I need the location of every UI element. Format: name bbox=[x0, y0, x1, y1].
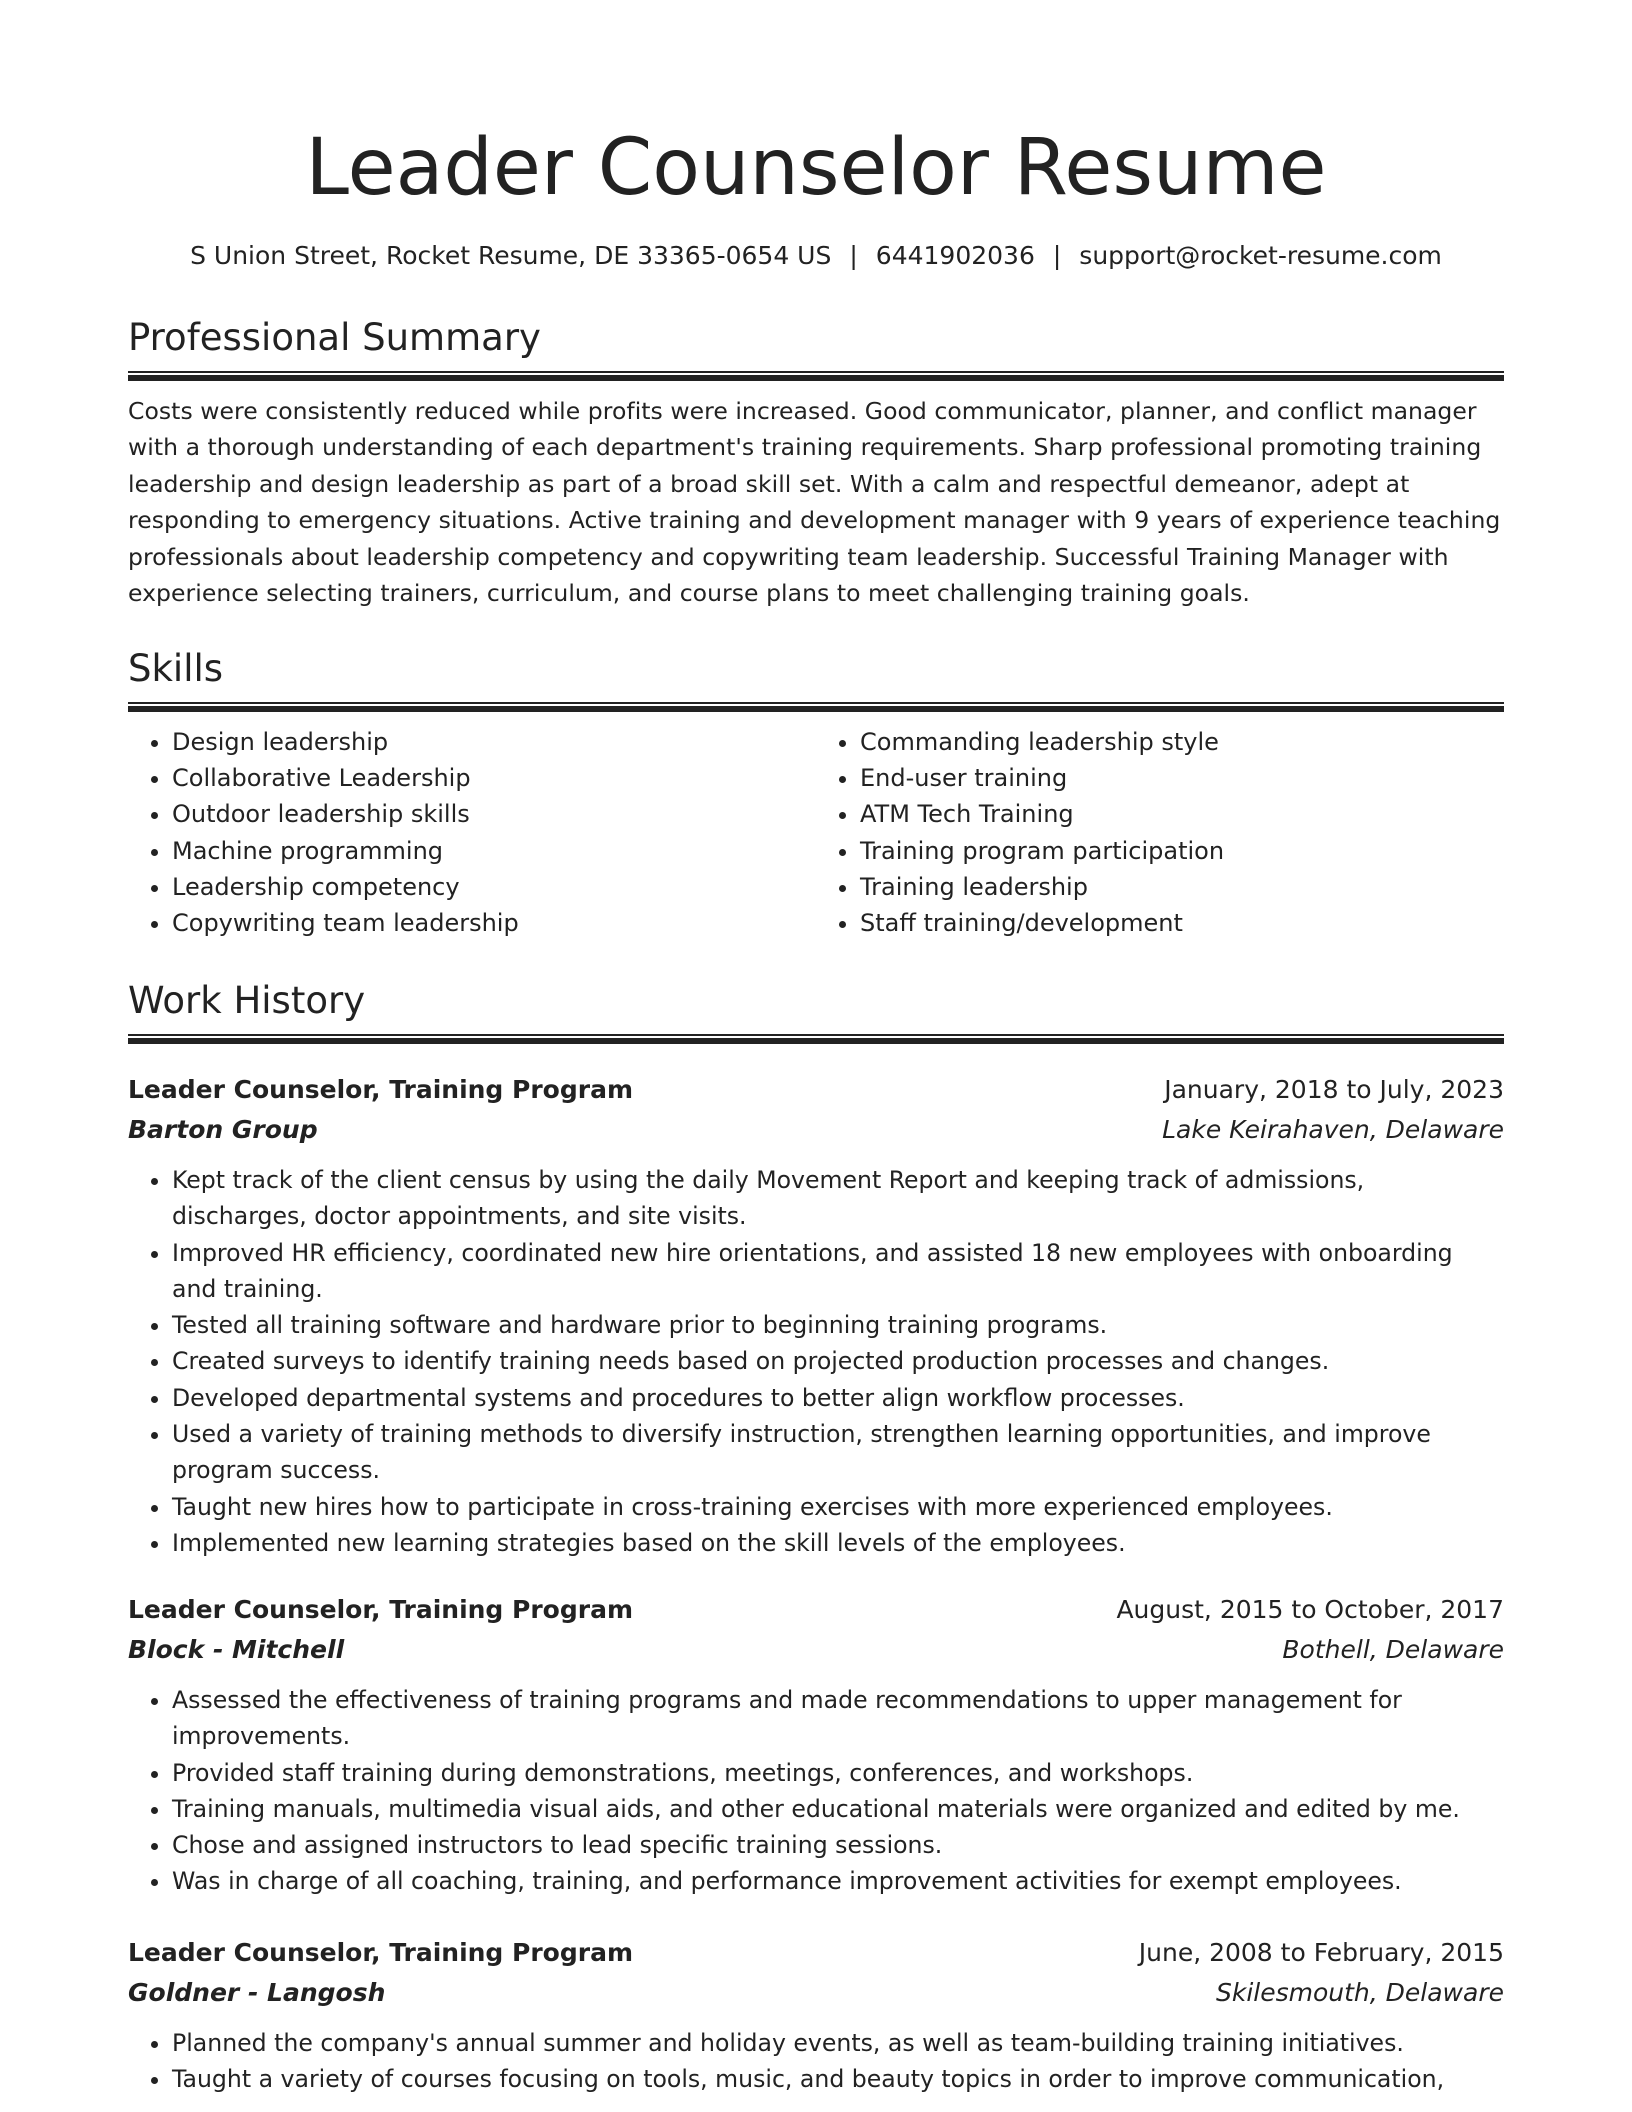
section-divider bbox=[128, 1034, 1504, 1044]
job-title: Leader Counselor, Training Program bbox=[128, 1938, 634, 1967]
skills-grid bbox=[128, 724, 1504, 941]
skills-heading: Skills bbox=[128, 647, 224, 690]
job-bullet: • Created surveys to identify training needs based on projected production processes and changes. bbox=[172, 1343, 1504, 1379]
skill-item: • Machine programming bbox=[172, 833, 816, 869]
job-company-row bbox=[128, 1973, 1504, 2013]
job-bullet: • Training manuals, multimedia visual aids, and other educational materials were organized and edited by me. bbox=[172, 1791, 1504, 1827]
summary-section bbox=[128, 314, 1504, 611]
job-dates: January, 2018 to July, 2023 bbox=[1164, 1075, 1504, 1104]
job-company-row bbox=[128, 1630, 1504, 1670]
skill-item: • Commanding leadership style bbox=[860, 724, 1504, 760]
job-bullet: • Used a variety of training methods to diversify instruction, strengthen learning opportunities, and improve program success. bbox=[172, 1416, 1504, 1489]
job-bullet: • Kept track of the client census by using the daily Movement Report and keeping track of admissions, discharges, doctor appointments, and site visits. bbox=[172, 1162, 1504, 1235]
section-divider bbox=[128, 702, 1504, 712]
contact-separator: | bbox=[849, 241, 858, 270]
job-location: Lake Keirahaven, Delaware bbox=[1162, 1115, 1504, 1144]
contact-address: S Union Street, Rocket Resume, DE 33365-0654 US bbox=[190, 241, 832, 270]
skill-item: • Copywriting team leadership bbox=[172, 905, 816, 941]
contact-phone: 6441902036 bbox=[875, 241, 1035, 270]
job-company: Block - Mitchell bbox=[128, 1635, 345, 1664]
job-bullet: • Developed departmental systems and procedures to better align workflow processes. bbox=[172, 1380, 1504, 1416]
contact-email[interactable]: support@rocket-resume.com bbox=[1079, 241, 1442, 270]
resume-title: Leader Counselor Resume bbox=[305, 123, 1327, 213]
job-company-row bbox=[128, 1110, 1504, 1150]
job-bullet: • Taught a variety of courses focusing on tools, music, and beauty topics in order to improve communication, bbox=[172, 2061, 1504, 2097]
job-dates: August, 2015 to October, 2017 bbox=[1116, 1595, 1504, 1624]
skill-item: • Leadership competency bbox=[172, 869, 816, 905]
job-title: Leader Counselor, Training Program bbox=[128, 1075, 634, 1104]
skill-item: • Training leadership bbox=[860, 869, 1504, 905]
skill-item: • End-user training bbox=[860, 760, 1504, 796]
job-header-row bbox=[128, 1933, 1504, 1973]
skills-list-left bbox=[128, 724, 816, 941]
job-entry bbox=[128, 1590, 1504, 1900]
job-bullets bbox=[128, 2025, 1504, 2098]
job-bullet: • Taught new hires how to participate in cross-training exercises with more experienced employees. bbox=[172, 1489, 1504, 1525]
skill-item: • Outdoor leadership skills bbox=[172, 796, 816, 832]
job-bullet: • Implemented new learning strategies based on the skill levels of the employees. bbox=[172, 1525, 1504, 1561]
skill-item: • ATM Tech Training bbox=[860, 796, 1504, 832]
job-company: Barton Group bbox=[128, 1115, 318, 1144]
work-heading: Work History bbox=[128, 979, 366, 1022]
job-header-row bbox=[128, 1590, 1504, 1630]
job-bullet: • Planned the company's annual summer and holiday events, as well as team-building training initiatives. bbox=[172, 2025, 1504, 2061]
work-section bbox=[128, 977, 1504, 1044]
summary-text: Costs were consistently reduced while profits were increased. Good communicator, planner, and conflict manager with a thorough understanding of each department's training requirements. Sharp professional promoting training leadership and design leadership as part of a broad skill set. With a calm and respectful demeanor, adept at responding to emergency situations. Active training and development manager with 9 years of experience teaching professionals about leadership competency and copywriting team leadership. Successful Training Manager with experience selecting trainers, curriculum, and course plans to meet challenging training goals. bbox=[128, 397, 1501, 608]
skill-item: • Design leadership bbox=[172, 724, 816, 760]
contact-separator: | bbox=[1052, 241, 1062, 270]
job-header-row bbox=[128, 1070, 1504, 1110]
job-dates: June, 2008 to February, 2015 bbox=[1138, 1938, 1504, 1967]
skill-item: • Training program participation bbox=[860, 833, 1504, 869]
skill-item: • Staff training/development bbox=[860, 905, 1504, 941]
job-bullets bbox=[128, 1682, 1504, 1900]
job-bullet: • Was in charge of all coaching, training, and performance improvement activities for exempt employees. bbox=[172, 1863, 1504, 1899]
job-entry bbox=[128, 1070, 1504, 1561]
skills-list-right bbox=[816, 724, 1504, 941]
job-bullets bbox=[128, 1162, 1504, 1561]
skills-section bbox=[128, 645, 1504, 941]
section-divider bbox=[128, 371, 1504, 381]
job-company: Goldner - Langosh bbox=[128, 1978, 386, 2007]
job-bullet: • Improved HR efficiency, coordinated new hire orientations, and assisted 18 new employees with onboarding and training. bbox=[172, 1235, 1504, 1308]
job-location: Bothell, Delaware bbox=[1282, 1635, 1504, 1664]
skill-item: • Collaborative Leadership bbox=[172, 760, 816, 796]
job-title: Leader Counselor, Training Program bbox=[128, 1595, 634, 1624]
job-bullet: • Assessed the effectiveness of training programs and made recommendations to upper management for improvements. bbox=[172, 1682, 1504, 1755]
contact-line bbox=[128, 238, 1504, 274]
job-entry bbox=[128, 1933, 1504, 2098]
job-bullet: • Chose and assigned instructors to lead specific training sessions. bbox=[172, 1827, 1504, 1863]
summary-heading: Professional Summary bbox=[128, 316, 541, 359]
job-location: Skilesmouth, Delaware bbox=[1215, 1978, 1504, 2007]
job-bullet: • Provided staff training during demonstrations, meetings, conferences, and workshops. bbox=[172, 1755, 1504, 1791]
job-bullet: • Tested all training software and hardware prior to beginning training programs. bbox=[172, 1307, 1504, 1343]
